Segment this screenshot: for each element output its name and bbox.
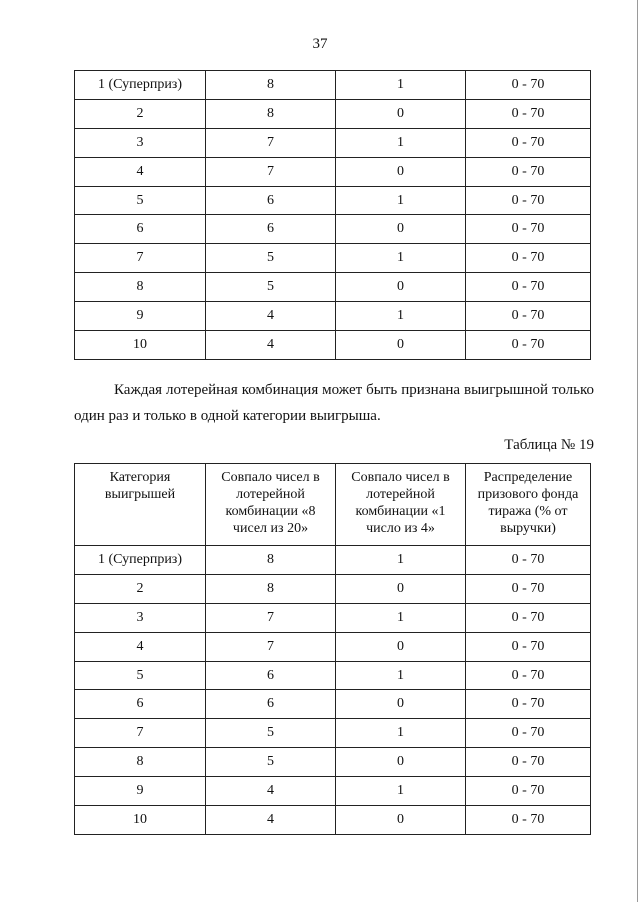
category-cell: 6 [75,690,206,719]
prize-share-cell: 0 - 70 [466,603,591,632]
header-main-match: Совпало чисел в лотерейной комбинации «8 чисел из 20» [206,464,336,546]
main-match-cell: 6 [206,661,336,690]
table-row [75,719,591,748]
header-category: Категория выигрышей [75,464,206,546]
extra-match-cell: 1 [336,777,466,806]
prize-share-cell: 0 - 70 [466,546,591,575]
prize-share-cell: 0 - 70 [466,777,591,806]
table-row [75,777,591,806]
prize-share-cell: 0 - 70 [466,632,591,661]
prize-table-continued-body [75,71,591,360]
table-row [75,215,591,244]
prize-share-cell: 0 - 70 [466,157,591,186]
prize-share-cell: 0 - 70 [466,302,591,331]
extra-match-cell: 0 [336,748,466,777]
table-row [75,690,591,719]
category-cell: 7 [75,719,206,748]
prize-table-19-header [75,464,591,546]
main-match-cell: 7 [206,128,336,157]
table-row [75,71,591,100]
extra-match-cell: 0 [336,99,466,128]
extra-match-cell: 0 [336,632,466,661]
table-row [75,157,591,186]
main-match-cell: 6 [206,690,336,719]
category-cell: 3 [75,603,206,632]
category-cell: 9 [75,302,206,331]
extra-match-cell: 0 [336,690,466,719]
main-match-cell: 4 [206,806,336,835]
prize-share-cell: 0 - 70 [466,244,591,273]
prize-share-cell: 0 - 70 [466,331,591,360]
table-row [75,244,591,273]
prize-share-cell: 0 - 70 [466,186,591,215]
main-match-cell: 5 [206,273,336,302]
main-match-cell: 7 [206,157,336,186]
prize-share-cell: 0 - 70 [466,806,591,835]
prize-share-cell: 0 - 70 [466,690,591,719]
page-edge-line [637,0,638,902]
category-cell: 9 [75,777,206,806]
table-row [75,574,591,603]
prize-table-19 [74,463,591,835]
table-row [75,632,591,661]
prize-share-cell: 0 - 70 [466,215,591,244]
main-match-cell: 5 [206,748,336,777]
table-row [75,273,591,302]
prize-table-19-body [75,546,591,835]
extra-match-cell: 1 [336,546,466,575]
table-row [75,748,591,777]
category-cell: 8 [75,748,206,777]
extra-match-cell: 1 [336,128,466,157]
table-row [75,806,591,835]
category-cell: 1 (Суперприз) [75,546,206,575]
extra-match-cell: 1 [336,71,466,100]
main-match-cell: 4 [206,302,336,331]
extra-match-cell: 1 [336,661,466,690]
category-cell: 10 [75,331,206,360]
extra-match-cell: 0 [336,574,466,603]
prize-share-cell: 0 - 70 [466,99,591,128]
extra-match-cell: 0 [336,806,466,835]
table-row [75,186,591,215]
extra-match-cell: 0 [336,157,466,186]
main-match-cell: 8 [206,71,336,100]
prize-table-continued [74,70,591,360]
extra-match-cell: 1 [336,244,466,273]
extra-match-cell: 0 [336,273,466,302]
category-cell: 4 [75,157,206,186]
category-cell: 2 [75,574,206,603]
extra-match-cell: 1 [336,302,466,331]
page-number: 37 [312,36,328,52]
table-row [75,128,591,157]
table-row [75,661,591,690]
table-row [75,331,591,360]
main-match-cell: 4 [206,331,336,360]
main-match-cell: 8 [206,546,336,575]
category-cell: 6 [75,215,206,244]
main-match-cell: 4 [206,777,336,806]
table-row [75,302,591,331]
prize-share-cell: 0 - 70 [466,661,591,690]
winning-rule-paragraph [74,377,594,429]
extra-match-cell: 0 [336,331,466,360]
category-cell: 8 [75,273,206,302]
prize-share-cell: 0 - 70 [466,719,591,748]
category-cell: 5 [75,186,206,215]
table-caption: Таблица № 19 [504,437,594,453]
header-prize-share: Распределение призового фонда тиража (% от выручки) [466,464,591,546]
main-match-cell: 6 [206,186,336,215]
prize-share-cell: 0 - 70 [466,128,591,157]
prize-share-cell: 0 - 70 [466,748,591,777]
prize-share-cell: 0 - 70 [466,574,591,603]
extra-match-cell: 1 [336,603,466,632]
prize-share-cell: 0 - 70 [466,273,591,302]
main-match-cell: 7 [206,603,336,632]
extra-match-cell: 1 [336,186,466,215]
category-cell: 2 [75,99,206,128]
extra-match-cell: 0 [336,215,466,244]
table-row [75,603,591,632]
main-match-cell: 6 [206,215,336,244]
category-cell: 3 [75,128,206,157]
extra-match-cell: 1 [336,719,466,748]
main-match-cell: 8 [206,99,336,128]
category-cell: 1 (Суперприз) [75,71,206,100]
main-match-cell: 7 [206,632,336,661]
main-match-cell: 8 [206,574,336,603]
category-cell: 5 [75,661,206,690]
category-cell: 4 [75,632,206,661]
category-cell: 7 [75,244,206,273]
paragraph-line-2: один раз и только в одной категории выигрыша. [74,408,381,424]
main-match-cell: 5 [206,719,336,748]
prize-share-cell: 0 - 70 [466,71,591,100]
category-cell: 10 [75,806,206,835]
table-row [75,99,591,128]
paragraph-line-1: Каждая лотерейная комбинация может быть признана выигрышной только [114,382,594,398]
main-match-cell: 5 [206,244,336,273]
header-extra-match: Совпало чисел в лотерейной комбинации «1 число из 4» [336,464,466,546]
table-row [75,546,591,575]
header-row [75,464,591,546]
